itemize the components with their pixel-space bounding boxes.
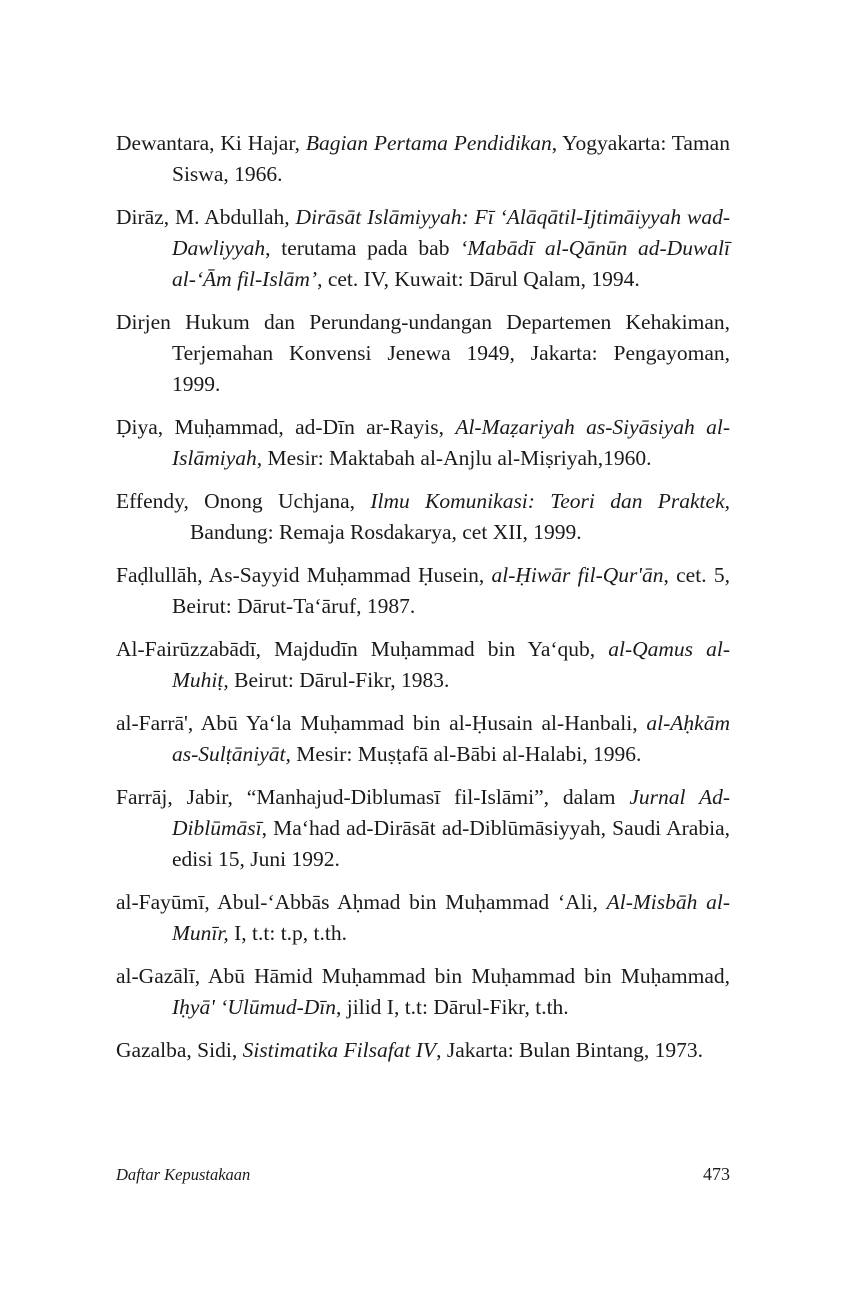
bibliography-entry: Dewantara, Ki Hajar, Bagian Pertama Pendidikan, Yogyakarta: Taman Siswa, 1966. [116,131,730,186]
page-footer [116,1164,730,1185]
chapter-title: ‘Mabādī al-Qānūn ad-Duwalī al-‘Ām fil-Islām’ [172,236,730,291]
bibliography-entry: Ḍiya, Muḥammad, ad-Dīn ar-Rayis, Al-Maẓariyah as-Siyāsiyah al-Islāmiyah, Mesir: Maktabah al-Anjlu al-Miṣriyah,1960. [116,415,730,470]
work-title: Sistimatika Filsafat IV [242,1038,437,1062]
work-title: Ilmu Komunikasi: Teori dan Praktek, [370,489,730,513]
running-title: Daftar Kepustakaan [116,1165,251,1184]
bibliography-entry: Dirāz, M. Abdullah, Dirāsāt Islāmiyyah: Fī ‘Alāqātil-Ijtimāiyyah wad-Dawliyyah, terutama pada bab ‘Mabādī al-Qānūn ad-Duwalī al-‘Ām fil-Islām’, cet. IV, Kuwait: Dārul Qalam, 1994. [116,205,730,291]
work-title: Iḥyā' ‘Ulūmud-Dīn [172,995,337,1019]
bibliography-entry: al-Farrā', Abū Ya‘la Muḥammad bin al-Ḥusain al-Hanbali, al-Aḥkām as-Sulṭāniyāt, Mesir: Muṣṭafā al-Bābi al-Halabi, 1996. [116,711,730,766]
bibliography-entry: Farrāj, Jabir, “Manhajud-Diblumasī fil-Islāmi”, dalam Jurnal Ad-Diblūmāsī, Ma‘had ad-Dirāsāt ad-Diblūmāsiyyah, Saudi Arabia, edisi 15, Juni 1992. [116,785,730,871]
page-number: 473 [703,1164,730,1184]
bibliography-entry: Dirjen Hukum dan Perundang-undangan Departemen Kehakiman, Terjemahan Konvensi Jenewa 1949, Jakarta: Pengayoman, 1999. [116,310,730,396]
work-title: al-Ḥiwār fil-Qur'ān [491,563,664,587]
journal-title: Jurnal Ad-Diblūmāsī [172,785,730,840]
work-title: Al-Maẓariyah as-Siyāsiyah al-Islāmiyah, [172,415,730,470]
work-title: Bagian Pertama Pendidikan [305,131,552,155]
bibliography-list [116,128,730,1078]
bibliography-entry: Gazalba, Sidi, Sistimatika Filsafat IV, Jakarta: Bulan Bintang, 1973. [116,1038,703,1062]
bibliography-entry: Faḍlullāh, As-Sayyid Muḥammad Ḥusein, al-Ḥiwār fil-Qur'ān, cet. 5, Beirut: Dārut-Ta‘āruf, 1987. [116,563,730,618]
bibliography-entry: Al-Fairūzzabādī, Majdudīn Muḥammad bin Ya‘qub, al-Qamus al-Muhiṭ, Beirut: Dārul-Fikr, 1983. [116,637,730,692]
work-title: Al-Misbāh al-Munīr, [172,890,730,945]
work-title: al-Aḥkām as-Sulṭāniyāt, [172,711,730,766]
work-title: al-Qamus al-Muhiṭ, [172,637,730,692]
bibliography-entry: Effendy, Onong Uchjana, Ilmu Komunikasi: Teori dan Praktek, Bandung: Remaja Rosdakarya, cet XII, 1999. [116,489,730,544]
bibliography-entry: al-Fayūmī, Abul-‘Abbās Aḥmad bin Muḥammad ‘Ali, Al-Misbāh al-Munīr, I, t.t: t.p, t.th. [116,890,730,945]
work-title: , Dirāsāt Islāmiyyah: Fī ‘Alāqātil-Ijtimāiyyah wad-Dawliyyah [172,205,730,260]
bibliography-entry: al-Gazālī, Abū Hāmid Muḥammad bin Muḥammad bin Muḥammad, Iḥyā' ‘Ulūmud-Dīn, jilid I, t.t: Dārul-Fikr, t.th. [116,964,730,1019]
